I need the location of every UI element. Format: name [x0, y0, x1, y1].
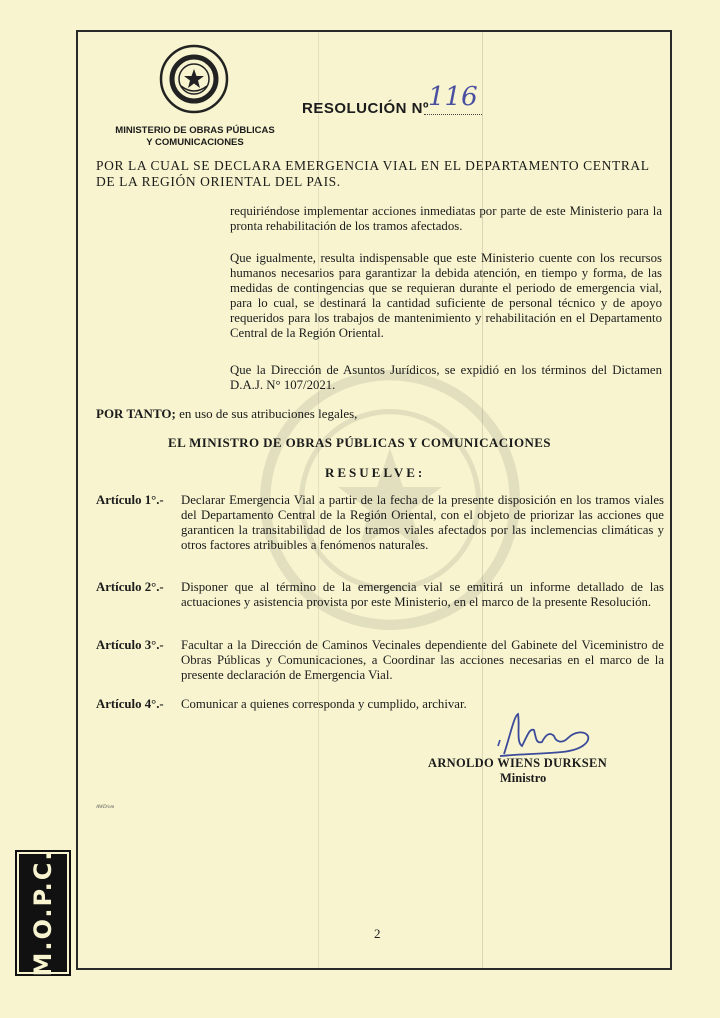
typist-initials: AWD/om	[96, 805, 115, 810]
article-text: Comunicar a quienes corresponda y cumplido, archivar.	[181, 697, 467, 711]
minister-heading: EL MINISTRO DE OBRAS PÚBLICAS Y COMUNICACIONES	[168, 435, 551, 450]
resolution-label: RESOLUCIÓN Nº	[302, 100, 429, 117]
ministry-name	[100, 125, 290, 149]
article	[96, 493, 664, 553]
resolution-dotted-line	[424, 114, 482, 115]
article-text: Declarar Emergencia Vial a partir de la fecha de la presente disposición en los tramos viales del Departamento Central de la Región Oriental, con el objeto de priorizar las acciones que garanticen la transitabilidad de los tramos viales afectados por las inclemencias climáticas y otros factores atribuibles a fenómenos naturales.	[181, 493, 664, 552]
por-tanto-clause	[96, 406, 357, 422]
resolution-number: 116	[428, 82, 478, 112]
body-paragraph: Que la Dirección de Asuntos Jurídicos, se expidió en los términos del Dictamen D.A.J. N° 107/2021.	[230, 363, 662, 392]
article-text: Facultar a la Dirección de Caminos Vecinales dependiente del Gabinete del Viceministro de Obras Públicas y Comunicaciones, a Coordinar las acciones necesarias en el marco de la presente declaración de Emergencia Vial.	[181, 638, 664, 682]
por-tanto-lead: POR TANTO;	[96, 406, 176, 421]
article-text: Disponer que al término de la emergencia vial se emitirá un informe detallado de las actuaciones y asistencia provista por este Ministerio, en el marco de la presente Resolución.	[181, 580, 664, 609]
article-label: Artículo 3°.-	[96, 638, 164, 652]
mopc-stamp	[17, 849, 69, 977]
por-tanto-text: en uso de sus atribuciones legales,	[175, 406, 358, 421]
body-paragraph: requiriéndose implementar acciones inmediatas por parte de este Ministerio para la pronta rehabilitación de los tramos afectados.	[230, 204, 662, 233]
signer-title: Ministro	[500, 771, 547, 785]
document-title: POR LA CUAL SE DECLARA EMERGENCIA VIAL EN EL DEPARTAMENTO CENTRAL DE LA REGIÓN ORIENTAL DEL PAIS.	[96, 158, 650, 189]
resuelve-heading: RESUELVE:	[325, 465, 426, 480]
ministry-line: Y COMUNICACIONES	[146, 137, 244, 148]
article	[96, 580, 664, 610]
article-label: Artículo 1°.-	[96, 493, 164, 507]
republic-seal-logo	[159, 44, 229, 114]
handwritten-signature	[492, 706, 602, 762]
page-number: 2	[374, 926, 381, 941]
article	[96, 638, 664, 683]
mopc-stamp-text: M.O.P.C.	[29, 849, 57, 977]
body-paragraph: Que igualmente, resulta indispensable que este Ministerio cuente con los recursos humanos necesarios para garantizar la debida atención, en tiempo y forma, de las medidas de contingencias que se requieran durante el periodo de emergencia vial, para lo cual, se destinará la cantidad suficiente de personal técnico y de apoyo requeridos para los trabajos de mantenimiento y rehabilitación en el Departamento Central de la Región Oriental.	[230, 251, 662, 340]
ministry-line: MINISTERIO DE OBRAS PÚBLICAS	[115, 125, 275, 136]
article-label: Artículo 4°.-	[96, 697, 164, 711]
signer-name: ARNOLDO WIENS DURKSEN	[428, 756, 608, 770]
article-label: Artículo 2°.-	[96, 580, 164, 594]
